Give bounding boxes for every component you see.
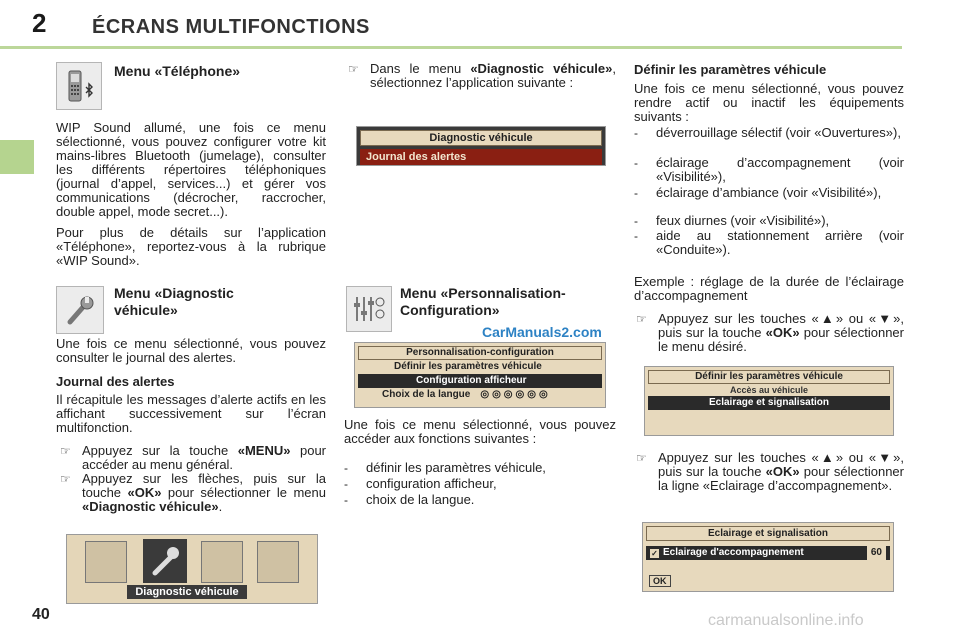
personalisation-screen [354,342,606,408]
diagnostic-menu-icon [143,539,187,583]
follow-me-lighting-row [646,546,890,560]
follow-me-lighting-label: Eclairage d'accompagnement [663,547,804,558]
diagnostic-heading-line2: véhicule» [114,302,178,318]
diagnostic-screen-title: Diagnostic véhicule [360,130,602,146]
vehicle-params-screen [644,366,894,436]
perso-list-item: - définir les paramètres véhicule, [344,460,546,475]
diagnostic-screen [356,126,606,166]
perso-item-vehicle-params: Définir les paramètres véhicule [394,361,542,372]
settings-icon [346,286,392,332]
perso-item-display-config: Configuration afficheur [358,374,602,388]
pointer-icon: ☞ [60,444,71,458]
lighting-signalling-row: Eclairage et signalisation [648,396,890,410]
arrows-ok-instruction: ☞ Appuyez sur les flèches, puis sur la touche «OK» pour sélectionner le menu «Diagnostic véhicule». [60,471,326,514]
perso-list-item: - configuration afficheur, [344,476,497,491]
vehicle-access-row: Accès au véhicule [729,385,809,395]
vehicle-params-paragraph: Une fois ce menu sélectionné, vous pouvez rendre actif ou inactif les équipements suivants : [634,81,904,124]
personalisation-paragraph: Une fois ce menu sélectionné, vous pouvez accéder aux fonctions suivantes : [344,417,616,446]
perso-item-language: Choix de la langue ◎◎◎◎◎◎ [382,389,551,400]
diagnostic-paragraph: Une fois ce menu sélectionné, vous pouvez consulter le journal des alertes. [56,336,326,365]
main-menu-selected-label: Diagnostic véhicule [127,585,247,599]
down-arrow-icon: ▼ [876,311,894,326]
up-arrow-icon: ▲ [818,311,836,326]
pointer-icon: ☞ [636,312,647,326]
equipment-list-item: - éclairage d’accompagnement (voir «Visibilité»), [634,155,904,184]
personalisation-screen-title: Personnalisation-configuration [358,346,602,360]
alert-log-paragraph: Il récapitule les messages d’alerte actifs en les affichant successivement sur l’écran multifonction. [56,392,326,435]
music-menu-icon [85,541,127,583]
example-paragraph: Exemple : réglage de la durée de l’éclairage d’accompagnement [634,274,904,303]
flag-icons: ◎◎◎◎◎◎ [480,389,551,400]
telephone-paragraph: WIP Sound allumé, une fois ce menu sélectionné, vous pouvez configurer votre kit mains-libres Bluetooth (jumelage), consulter les différents répertoires téléphoniques (journal d’appel, services...) et gérer vos communications (décrocher, raccrocher, double appel, mode secret...). [56,120,326,219]
carmanuals2-logo: CarManuals2.com [482,324,602,340]
chapter-title: ÉCRANS MULTIFONCTIONS [92,16,370,38]
down-arrow-icon: ▼ [876,450,894,465]
equipment-list-item: - éclairage d’ambiance (voir «Visibilité»), [634,185,882,200]
ok-badge: OK [649,575,671,587]
alert-log-row: Journal des alertes [360,149,602,165]
up-arrow-icon: ▲ [818,450,836,465]
telephone-menu-icon [257,541,299,583]
pointer-icon: ☞ [636,451,647,465]
equipment-list-item: - aide au stationnement arrière (voir «Conduite»). [634,228,904,257]
equipment-list-item: - déverrouillage sélectif (voir «Ouvertures»), [634,125,901,140]
select-menu-instruction: ☞ Appuyez sur les touches «▲» ou «▼», puis sur la touche «OK» pour sélectionner le menu désiré. [636,311,904,354]
phone-bluetooth-icon [56,62,102,110]
page-number: 40 [32,606,50,623]
checkbox-icon: ✓ [651,548,658,558]
settings-menu-icon [201,541,243,583]
chapter-side-tab [0,140,34,174]
telephone-details-paragraph: Pour plus de détails sur l’application «Téléphone», reportez-vous à la rubrique «WIP Sound». [56,225,326,268]
menu-key-instruction: ☞ Appuyez sur la touche «MENU» pour accéder au menu général. [60,443,327,472]
personalisation-menu-heading [400,285,566,319]
personalisation-heading-line2: Configuration» [400,302,500,318]
pointer-icon: ☞ [60,472,71,486]
duration-value: 60 [867,546,886,560]
vehicle-params-screen-title: Définir les paramètres véhicule [648,370,890,384]
alert-log-subtitle: Journal des alertes [56,374,175,389]
lighting-screen [642,522,894,592]
wrench-icon [56,286,104,334]
select-line-instruction: ☞ Appuyez sur les touches «▲» ou «▼», puis sur la touche «OK» pour sélectionner la ligne «Eclairage d’accompagnement». [636,450,904,493]
main-menu-screen [66,534,318,604]
equipment-list-item: - feux diurnes (voir «Visibilité»), [634,213,830,228]
pointer-icon: ☞ [348,62,359,76]
diagnostic-menu-heading [114,285,234,319]
lighting-screen-title: Eclairage et signalisation [646,526,890,541]
telephone-menu-heading: Menu «Téléphone» [114,63,241,79]
header-rule [0,46,902,49]
diagnostic-heading-line1: Menu «Diagnostic [114,285,234,301]
personalisation-heading-line1: Menu «Personnalisation- [400,285,566,301]
select-application-instruction: ☞ Dans le menu «Diagnostic véhicule», sélectionnez l’application suivante : [348,61,616,90]
vehicle-params-subtitle: Définir les paramètres véhicule [634,62,827,77]
chapter-number: 2 [32,8,47,38]
perso-list-item: - choix de la langue. [344,492,475,507]
watermark: carmanualsonline.info [708,612,864,629]
